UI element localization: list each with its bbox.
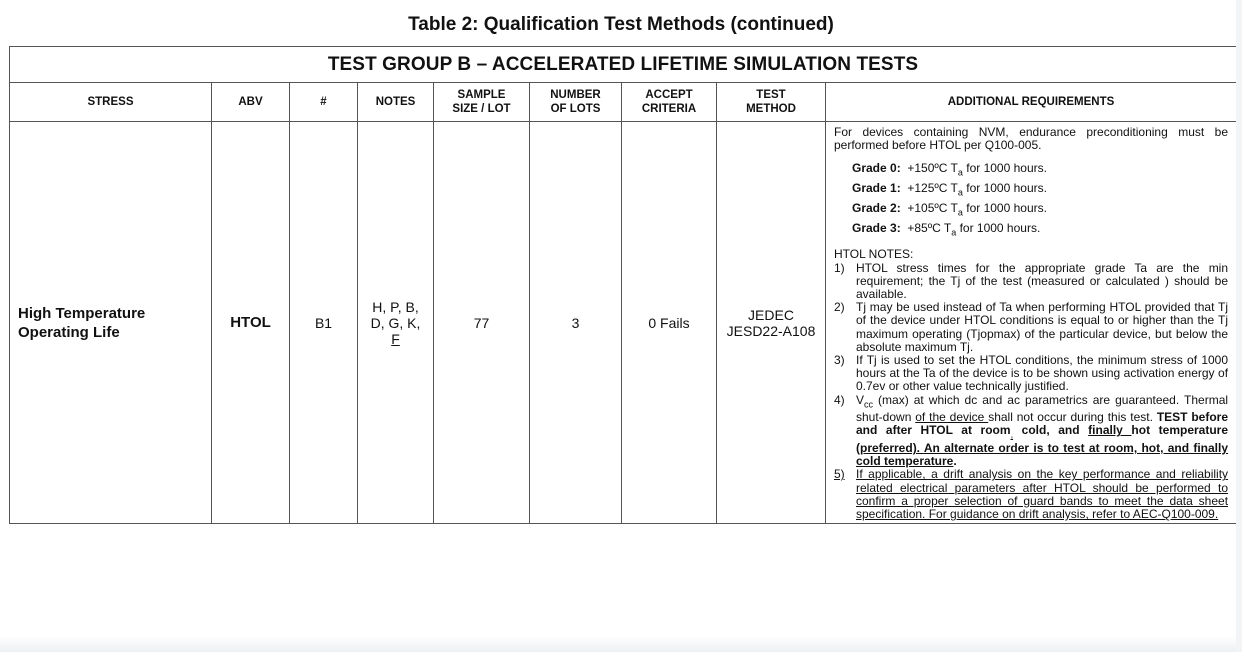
bottom-fade <box>0 636 1242 652</box>
grade-list <box>852 158 1228 238</box>
page-title: Table 2: Qualification Test Methods (continued) <box>408 14 834 35</box>
grade-0-line: Grade 0: +150ºC $T_a$ for 1000 hours. <box>852 161 1047 178</box>
test-group-title: TEST GROUP B – ACCELERATED LIFETIME SIMULATION TESTS <box>10 47 1237 83</box>
header-accept-criteria: ACCEPT CRITERIA <box>622 83 717 122</box>
abv-cell: HTOL <box>212 122 290 524</box>
notes-cell: H, P, B, D, G, K, F <box>358 122 434 524</box>
grade-1-line: Grade 1: +125ºC $T_a$ for 1000 hours. <box>852 181 1047 198</box>
number-cell: B1 <box>290 122 358 524</box>
qualification-table <box>9 46 1237 524</box>
header-additional-requirements: ADDITIONAL REQUIREMENTS <box>826 83 1237 122</box>
htol-notes-heading: HTOL NOTES: <box>834 247 914 262</box>
lots-cell: 3 <box>530 122 622 524</box>
htol-note-2: 2) Tj may be used instead of Ta when performing HTOL provided that Tj of the device under HTOL conditions is equal to or higher than the Tj maximum operating (Tjopmax) of the particular device, but below the absolute maximum Tj. <box>834 300 1229 354</box>
test-method-cell: JEDEC JESD22-A108 <box>717 122 826 524</box>
table-row <box>10 122 1237 524</box>
htol-note-3: 3) If Tj is used to set the HTOL conditions, the minimum stress of 1000 hours at the Ta of the device is to be shown using activation energy of 0.7ev or other value technically justified. <box>834 353 1229 394</box>
additional-requirements-cell <box>826 122 1237 524</box>
header-sample-size: SAMPLE SIZE / LOT <box>434 83 530 122</box>
htol-note-1: 1) HTOL stress times for the appropriate grade Ta are the min requirement; the Tj of the test (measured or calculated ) should be available. <box>834 260 1229 302</box>
grade-3-line: Grade 3: +85ºC $T_a$ for 1000 hours. <box>852 221 1041 238</box>
stress-cell: High Temperature Operating Life <box>10 122 212 524</box>
header-number-of-lots: NUMBER OF LOTS <box>530 83 622 122</box>
htol-note-5: 5) If applicable, a drift analysis on the key performance and reliability related electrical parameters after HTOL should be performed to confirm a proper selection of guard bands to meet the data sheet specification. For guidance on drift analysis, refer to AEC-Q100-009. <box>834 467 1229 522</box>
header-notes: NOTES <box>358 83 434 122</box>
right-edge-bar <box>1236 0 1242 652</box>
header-number: # <box>290 83 358 122</box>
accept-criteria-cell: 0 Fails <box>622 122 717 524</box>
nvm-intro-text: For devices containing NVM, endurance preconditioning must be performed before HTOL per Q100-005. <box>834 125 1229 153</box>
header-stress: STRESS <box>10 83 212 122</box>
header-row <box>10 83 1237 122</box>
header-abv: ABV <box>212 83 290 122</box>
grade-2-line: Grade 2: +105ºC $T_a$ for 1000 hours. <box>852 201 1047 218</box>
sample-size-cell: 77 <box>434 122 530 524</box>
htol-note-4: 4) $V_{cc}$ (max) at which dc and ac parametrics are guaranteed. Thermal shut-down of the device shall not occur during this test. TEST before and after HTOL at room$_,$ cold, and finally hot temperature (preferred). An alternate order is to test at room, hot, and finally cold temperature. <box>834 392 1229 469</box>
header-test-method: TEST METHOD <box>717 83 826 122</box>
